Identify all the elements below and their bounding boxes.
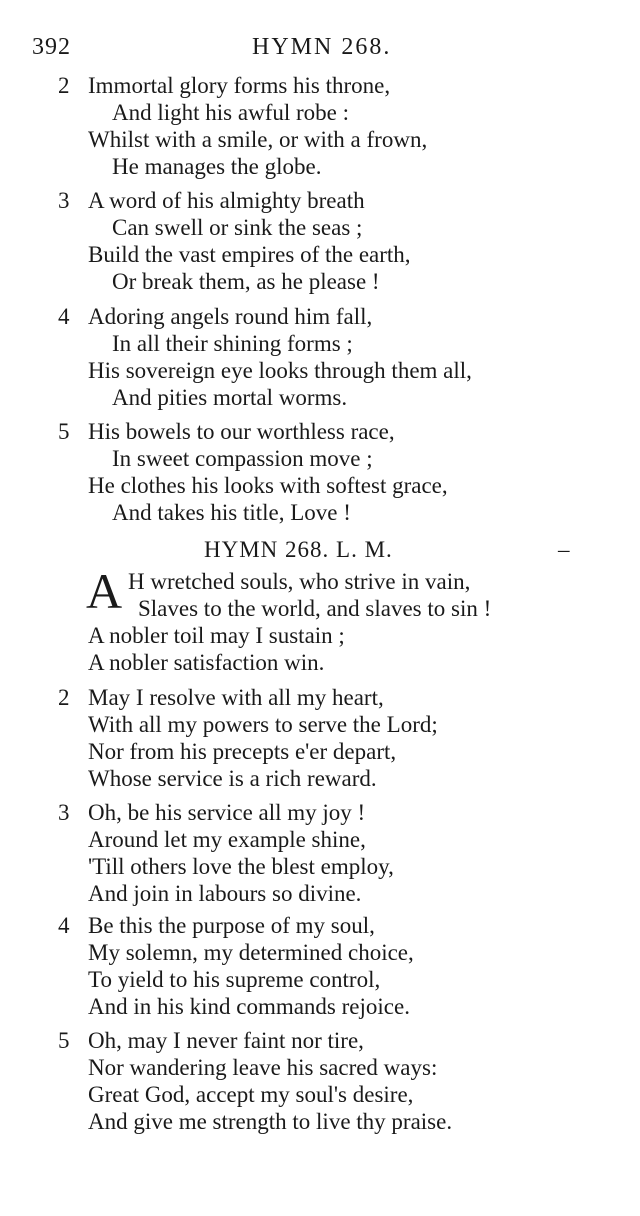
margin-dash: – bbox=[558, 537, 570, 562]
verse-line: In sweet compassion move ; bbox=[112, 446, 373, 471]
verse-line: To yield to his supreme control, bbox=[88, 967, 381, 992]
verse-line: A nobler toil may I sustain ; bbox=[88, 623, 345, 648]
verse-number: 2 bbox=[58, 685, 70, 710]
verse-line: His bowels to our worthless race, bbox=[88, 419, 395, 444]
verse-line: A word of his almighty breath bbox=[88, 188, 365, 213]
verse-line: Great God, accept my soul's desire, bbox=[88, 1082, 414, 1107]
verse-line: In all their shining forms ; bbox=[112, 331, 353, 356]
verse-line: H wretched souls, who strive in vain, bbox=[128, 569, 471, 594]
verse-number: 3 bbox=[58, 800, 70, 825]
verse-line: Can swell or sink the seas ; bbox=[112, 215, 363, 240]
verse-number: 4 bbox=[58, 913, 70, 938]
verse-line: His sovereign eye looks through them all, bbox=[88, 358, 472, 383]
verse-line: May I resolve with all my heart, bbox=[88, 685, 384, 710]
verse-line: Whilst with a smile, or with a frown, bbox=[88, 127, 428, 152]
verse-line: And give me strength to live thy praise. bbox=[88, 1109, 453, 1134]
verse-line: With all my powers to serve the Lord; bbox=[88, 712, 438, 737]
verse-line: And takes his title, Love ! bbox=[112, 500, 351, 525]
verse-line: Slaves to the world, and slaves to sin ! bbox=[138, 596, 492, 621]
verse-number: 3 bbox=[58, 188, 70, 213]
verse-line: And in his kind commands rejoice. bbox=[88, 994, 410, 1019]
verse-line: 'Till others love the blest employ, bbox=[88, 854, 394, 879]
verse-line: Nor wandering leave his sacred ways: bbox=[88, 1055, 438, 1080]
running-head: HYMN 268. bbox=[252, 34, 392, 60]
verse-number: 5 bbox=[58, 1028, 70, 1053]
verse-line: Or break them, as he please ! bbox=[112, 269, 380, 294]
verse-line: Whose service is a rich reward. bbox=[88, 766, 377, 791]
verse-line: Build the vast empires of the earth, bbox=[88, 242, 411, 267]
verse-number: 5 bbox=[58, 419, 70, 444]
verse-line: Around let my example shine, bbox=[88, 827, 366, 852]
verse-line: Oh, may I never faint nor tire, bbox=[88, 1028, 364, 1053]
verse-line: A nobler satisfaction win. bbox=[88, 650, 325, 675]
verse-line: And light his awful robe : bbox=[112, 100, 349, 125]
page-header bbox=[32, 34, 592, 64]
verse-line: My solemn, my determined choice, bbox=[88, 940, 414, 965]
verse-line: Adoring angels round him fall, bbox=[88, 304, 373, 329]
verse-line: And join in labours so divine. bbox=[88, 881, 362, 906]
verse-line: And pities mortal worms. bbox=[112, 385, 348, 410]
hymn-title: HYMN 268. L. M. bbox=[204, 537, 393, 562]
verse-number: 4 bbox=[58, 304, 70, 329]
verse-line: Oh, be his service all my joy ! bbox=[88, 800, 366, 825]
verse-line: He clothes his looks with softest grace, bbox=[88, 473, 448, 498]
verse-line: Immortal glory forms his throne, bbox=[88, 73, 391, 98]
page-number: 392 bbox=[32, 34, 71, 60]
drop-cap: A bbox=[86, 563, 123, 619]
verse-line: Be this the purpose of my soul, bbox=[88, 913, 375, 938]
verse-line: Nor from his precepts e'er depart, bbox=[88, 739, 397, 764]
verse-number: 2 bbox=[58, 73, 70, 98]
verse-line: He manages the globe. bbox=[112, 154, 322, 179]
